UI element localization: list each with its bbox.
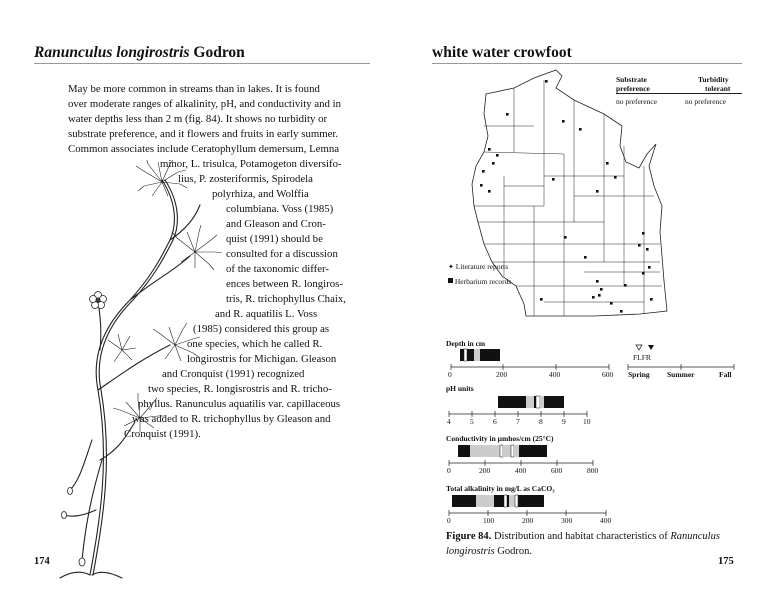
body-line: phyllus. Ranunculus aquatilis var. capillaceous xyxy=(138,398,341,410)
substrate-header-2: preference xyxy=(616,84,650,93)
header-rule xyxy=(34,63,370,64)
depth-tick: 200 xyxy=(496,370,508,379)
depth-label: Depth in cm xyxy=(446,339,486,348)
conductivity-tick: 600 xyxy=(551,466,563,475)
conductivity-tick: 400 xyxy=(515,466,527,475)
body-line: and Gleason and Cron- xyxy=(226,218,326,230)
body-line: and Cronquist (1991) recognized xyxy=(162,368,305,380)
page-title: white water crowfoot xyxy=(432,44,572,61)
right-page xyxy=(388,0,776,600)
body-line: and R. aquatilis L. Voss xyxy=(215,308,318,320)
alkalinity-tick: 400 xyxy=(600,516,612,525)
ph-tick: 8 xyxy=(539,417,543,426)
phenology-label: FLFR xyxy=(633,353,651,362)
body-line: Cronquist (1991). xyxy=(124,428,201,440)
fruiting-marker xyxy=(648,345,654,350)
legend-herbarium: Herbarium records xyxy=(448,277,511,286)
body-line: over moderate ranges of alkalinity, pH, and conductivity and in xyxy=(68,98,342,110)
ph-label: pH units xyxy=(446,384,474,393)
title-species-name: Ranunculus longirostris xyxy=(34,44,190,61)
body-line: consulted for a discussion xyxy=(226,248,338,260)
page-number: 175 xyxy=(718,556,734,567)
depth-tick: 400 xyxy=(549,370,561,379)
body-line: quist (1991) should be xyxy=(226,233,323,245)
body-line: longirostris for Michigan. Gleason xyxy=(187,353,337,365)
body-line: (1985) considered this group as xyxy=(193,323,330,335)
conductivity-label: Conductivity in µmhos/cm (25°C) xyxy=(446,434,554,443)
season-tick: Spring xyxy=(628,370,650,379)
depth-bar xyxy=(446,347,616,377)
figure-caption: Figure 84. Distribution and habitat characteristics of Ranunculus longirostris Godron. xyxy=(446,531,720,557)
season-tick: Summer xyxy=(667,370,695,379)
body-line: of the taxonomic differ- xyxy=(226,263,330,275)
depth-tick: 0 xyxy=(448,370,452,379)
ph-tick: 10 xyxy=(583,417,591,426)
conductivity-tick: 200 xyxy=(479,466,491,475)
flowering-marker xyxy=(636,345,642,350)
alkalinity-label: Total alkalinity in mg/L as CaCO₃ xyxy=(446,484,555,493)
alkalinity-tick: 300 xyxy=(561,516,573,525)
body-line: minor, L. trisulca, Potamogeton diversifo- xyxy=(160,158,342,170)
substrate-header: Substrate xyxy=(616,75,647,84)
body-line: lius, P. zosteriformis, Spirodela xyxy=(178,173,313,185)
conductivity-tick: 0 xyxy=(447,466,451,475)
body-line: substrate preference, and it flowers and fruits in early summer. xyxy=(68,128,339,140)
body-line: ences between R. longiros- xyxy=(226,278,343,290)
turbidity-value: no preference xyxy=(685,97,727,106)
alkalinity-tick: 100 xyxy=(483,516,495,525)
depth-tick: 600 xyxy=(602,370,614,379)
substrate-value: no preference xyxy=(616,97,658,106)
body-line: tris, R. trichophyllus Chaix, xyxy=(226,293,346,305)
page-number: 174 xyxy=(34,556,50,567)
alkalinity-tick: 200 xyxy=(522,516,534,525)
conductivity-tick: 800 xyxy=(587,466,599,475)
square-icon xyxy=(448,278,453,283)
ph-tick: 6 xyxy=(493,417,497,426)
ph-tick: 7 xyxy=(516,417,520,426)
body-line: May be more common in streams than in lakes. It is found xyxy=(68,83,320,95)
header-rule xyxy=(432,63,742,64)
table-rule xyxy=(616,93,742,94)
turbidity-header-2: tolerant xyxy=(705,84,731,93)
body-line: polyrhiza, and Wolffia xyxy=(212,188,309,200)
legend-literature: ✦ Literature reports xyxy=(448,262,509,271)
body-line: was added to R. trichophyllus by Gleason and xyxy=(132,413,331,425)
ph-tick: 9 xyxy=(562,417,566,426)
body-line: Common associates include Ceratophyllum demersum, Lemna xyxy=(68,143,340,155)
ph-tick: 5 xyxy=(470,417,474,426)
body-line: one species, which he called R. xyxy=(187,338,323,350)
body-line: two species, R. longisrostris and R. tricho- xyxy=(148,383,332,395)
ph-tick: 4 xyxy=(447,417,451,426)
body-line: columbiana. Voss (1985) xyxy=(226,203,334,215)
title-author: Godron xyxy=(189,44,245,61)
turbidity-header: Turbidity xyxy=(698,75,729,84)
alkalinity-tick: 0 xyxy=(447,516,451,525)
page-title xyxy=(34,44,245,62)
body-line: water depths less than 2 m (fig. 84). It shows no turbidity or xyxy=(68,113,328,125)
star-icon: ✦ xyxy=(448,263,454,271)
season-tick: Fall xyxy=(719,370,732,379)
